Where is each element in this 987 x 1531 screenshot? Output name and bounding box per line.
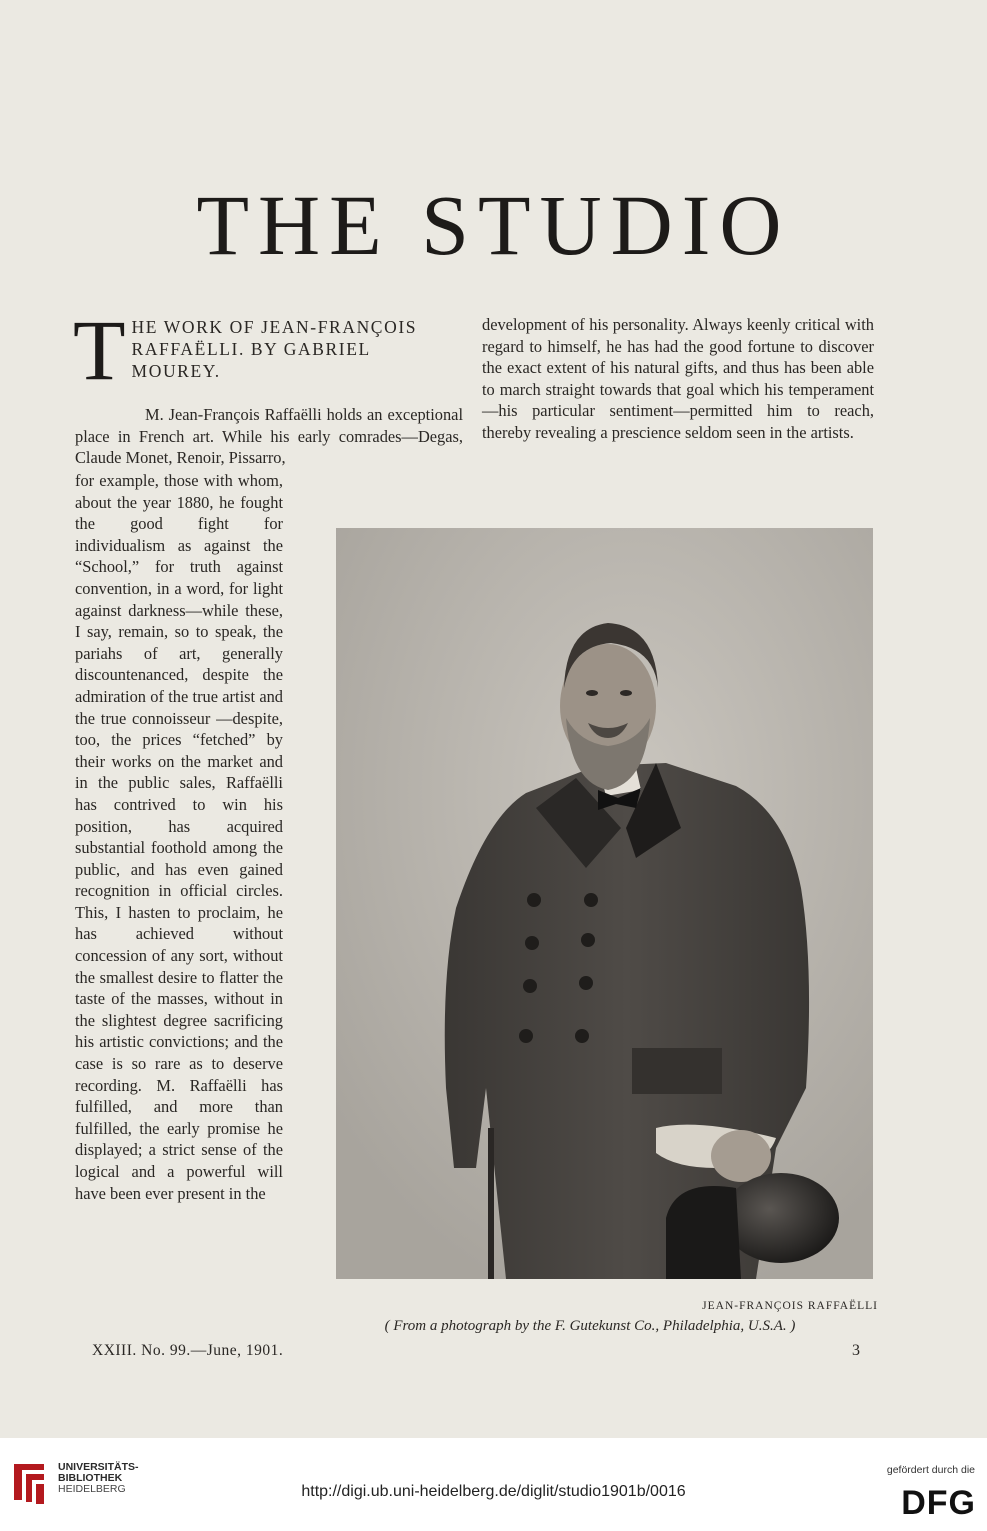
permalink-url[interactable]: http://digi.ub.uni-heidelberg.de/diglit/studio1901b/0016 xyxy=(301,1483,686,1500)
opening-paragraph-text: M. Jean-François Raffaëlli holds an exceptional place in French art. While his early comrades—Degas, Claude Monet, Renoir, Pissarro, xyxy=(75,405,463,468)
narrow-column-text: for example, those with whom, about the year 1880, he fought the good fight for individualism as against the “School,” for truth against convention, in a word, for light against darkness—while these, I say, remain, so to speak, the pariahs of art, generally discountenanced, despite the admiration of the true artist and the true connoisseur —despite, too, the prices “fetched” by their works on the market and in the public sales, Raffaëlli has contrived to win his position, has acquired substantial foothold among the public, and has even gained recognition in official circles. This, I hasten to proclaim, he has achieved without concession of any sort, without the smallest desire to flatter the taste of the masses, without in the slightest degree sacrificing his artistic convictions; and the case is so rare as to deserve recording. M. Raffaëlli has fulfilled, and more than fulfilled, the early promise he displayed; a strict sense of the logical and a powerful will have been ever present in the xyxy=(75,471,283,1203)
page-number: 3 xyxy=(852,1342,860,1359)
funding-note: gefördert durch die xyxy=(886,1464,975,1476)
article-headline: HE WORK OF JEAN-FRANÇOIS RAFFAËLLI. BY GABRIEL MOUREY. xyxy=(131,317,418,381)
digitization-footer-bar xyxy=(0,1438,987,1531)
right-column-text: development of his personality. Always keenly critical with regard to himself, he has had the good fortune to discover the exact extent of his natural gifts, and thus has been able to march straight towards that goal which his temperament—his particular sentiment—permitted him to reach, thereby revealing a prescience seldom seen in the artists. xyxy=(482,315,874,442)
portrait-photograph xyxy=(336,528,873,1279)
portrait-figure-illustration xyxy=(336,528,873,1279)
dfg-logo[interactable]: DFG xyxy=(901,1484,976,1522)
photo-caption-name: JEAN-FRANÇOIS RAFFAËLLI xyxy=(702,1300,878,1312)
opening-paragraph xyxy=(75,404,463,469)
library-name-line-2: BIBLIOTHEK xyxy=(58,1472,123,1484)
library-name-line-1: UNIVERSITÄTS- xyxy=(58,1461,139,1473)
drop-cap: T xyxy=(73,302,126,398)
magazine-masthead: THE STUDIO xyxy=(196,177,791,273)
article-title-block xyxy=(73,302,463,398)
library-name-line-3: HEIDELBERG xyxy=(58,1483,126,1495)
volume-issue-line: XXIII. No. 99.—June, 1901. xyxy=(92,1342,284,1359)
photo-caption-credit: ( From a photograph by the F. Gutekunst Co., Philadelphia, U.S.A. ) xyxy=(384,1318,796,1334)
